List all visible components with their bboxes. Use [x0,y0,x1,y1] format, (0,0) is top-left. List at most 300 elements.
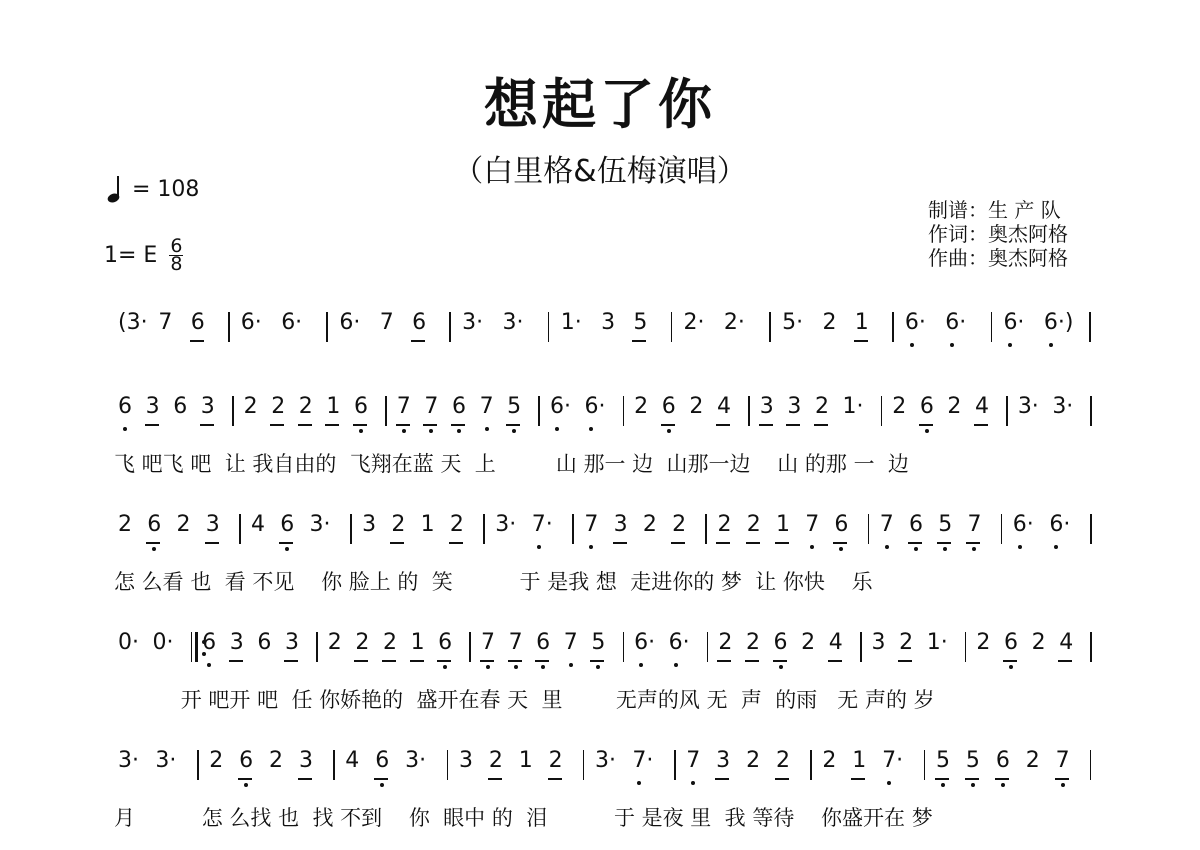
bar-line [1090,750,1092,780]
note: 2 [801,630,816,655]
note: 7 [479,394,494,419]
note: 2 [822,748,837,773]
note: 3 [871,630,886,655]
low-octave-dot [941,783,945,787]
note-underline [613,542,627,544]
bar-line [623,632,625,662]
note: 3· [462,310,484,335]
note: 1 [854,310,869,335]
note-underline [966,542,980,544]
bar-line [868,514,870,544]
note: 2 [746,512,761,537]
time-signature [169,235,183,275]
note: 2 [814,394,829,419]
note: 2· [683,310,705,335]
note: 6 [773,630,788,655]
note: 4 [716,394,731,419]
note: 0· [152,630,174,655]
note: 2 [298,394,313,419]
low-octave-dot [123,427,127,431]
note-underline [775,542,789,544]
time-signature-top: 6 [170,235,183,257]
note: 3 [613,512,628,537]
note-underline [382,660,396,662]
note-underline [354,660,368,662]
note: 7 [1055,748,1070,773]
note: 6· [281,310,303,335]
low-octave-dot [555,427,559,431]
note-underline [1003,660,1017,662]
note: 6· [668,630,690,655]
note: 2 [488,748,503,773]
note: 6· [549,394,571,419]
low-octave-dot [637,781,641,785]
note: 7 [508,630,523,655]
note: 6· [1049,512,1071,537]
note: 4 [1059,630,1074,655]
note: 7 [396,394,411,419]
low-octave-dot [1054,545,1058,549]
note: 6 [118,394,132,419]
bar-line [333,750,335,780]
note-underline [786,424,800,426]
note: 6· [584,394,606,419]
note: 3 [362,512,377,537]
key-signature [104,235,183,275]
note: 7 [379,310,394,335]
note-underline [746,542,760,544]
note: 1 [326,394,341,419]
note: 6 [909,512,923,537]
note: 7 [805,512,820,537]
note: 3 [205,512,220,537]
note-underline [908,542,922,544]
note-underline [390,542,404,544]
note: 6 [375,748,390,773]
note: 5 [938,512,953,537]
note: 2 [775,748,790,773]
note: 2 [382,630,397,655]
song-subtitle: （白里格&伍梅演唱） [453,154,747,189]
note: 5 [633,310,648,335]
note: 1· [560,310,582,335]
tempo-marking [106,174,199,204]
note: 6 [661,394,676,419]
note: 5· [782,310,804,335]
note-underline [814,424,828,426]
bar-line [892,312,894,342]
note: 2 [271,394,286,419]
note: 5 [965,748,980,773]
note: 6 [438,630,453,655]
note: 6· [634,630,656,655]
bar-line [572,514,574,544]
note: 2 [1031,630,1046,655]
note-underline [238,778,252,780]
note: 0· [118,630,139,655]
note: 3 [458,748,473,773]
note-underline [898,660,912,662]
note: 4 [345,748,360,773]
bar-line [469,632,471,662]
note-underline [229,660,243,662]
note-underline [590,660,604,662]
note-underline [773,660,787,662]
note-underline [353,424,367,426]
note: 3· [405,748,427,773]
note-underline [488,778,502,780]
note-underline [451,424,465,426]
note: 7· [632,748,654,773]
low-octave-dot [972,547,976,551]
note-underline [480,660,494,662]
note-underline [205,542,219,544]
note-underline [745,660,759,662]
bar-line [769,312,771,342]
note: 3· [118,748,139,773]
low-octave-dot [1049,343,1053,347]
note-underline [506,424,520,426]
low-octave-dot [839,547,843,551]
low-octave-dot [596,665,600,669]
note: 6· [240,310,262,335]
note: 2 [822,310,837,335]
note: 2 [672,512,687,537]
low-octave-dot [639,663,643,667]
note-underline [1055,778,1069,780]
low-octave-dot [152,547,156,551]
note: 6· [945,310,967,335]
note: 2 [269,748,284,773]
bar-line [671,312,673,342]
note-underline [1058,660,1072,662]
score-row [0,394,1200,490]
note: 6· [1012,512,1034,537]
low-octave-dot [1061,783,1065,787]
note-underline [851,778,865,780]
bar-line [674,750,676,780]
low-octave-dot [457,429,461,433]
note: 4 [828,630,843,655]
note-underline [854,340,868,342]
note-underline [828,660,842,662]
note: 3· [502,310,524,335]
note-underline [716,424,730,426]
bar-line [1090,632,1092,662]
low-octave-dot [569,663,573,667]
bar-line [483,514,485,544]
score-row [0,748,1200,844]
note: 6 [257,630,272,655]
bar-line [881,396,883,426]
note: (3· [118,310,148,335]
low-octave-dot [537,545,541,549]
note: 2 [689,394,704,419]
quarter-note-icon [106,174,122,204]
note: 2 [746,748,761,773]
note-underline [396,424,410,426]
note: 2· [723,310,745,335]
tempo-value: = 108 [132,176,200,202]
low-octave-dot [512,429,516,433]
note: 7 [480,630,495,655]
note-underline [715,778,729,780]
note: 5 [507,394,522,419]
low-octave-dot [1001,783,1005,787]
note: 6 [353,394,368,419]
note: 1· [926,630,948,655]
note-underline [632,340,646,342]
note: 2 [355,630,370,655]
low-octave-dot [887,781,891,785]
note: 2 [327,630,342,655]
note: 4 [251,512,266,537]
note: 2 [449,512,464,537]
note-underline [190,340,204,342]
note: 2 [243,394,258,419]
bar-line [623,396,625,426]
note: 2 [718,630,733,655]
note: 2 [642,512,657,537]
bar-line [447,750,449,780]
low-octave-dot [1009,665,1013,669]
low-octave-dot [485,427,489,431]
bar-line [548,312,550,342]
note: 2 [118,512,132,537]
bar-line [991,312,993,342]
note-underline [995,778,1009,780]
low-octave-dot [691,781,695,785]
note: 3· [309,512,331,537]
note-underline [325,424,339,426]
note: 2 [899,630,914,655]
low-octave-dot [943,547,947,551]
note: 2 [1025,748,1040,773]
note: 6 [202,630,217,655]
lyric-line: 开 吧开 吧 任 你娇艳的 盛开在春 天 里 无声的风 无 声 的雨 无 声的 岁 [114,688,935,712]
low-octave-dot [1008,343,1012,347]
bar-line [449,312,451,342]
note: 2 [176,512,191,537]
note: 6 [239,748,254,773]
bar-line [232,396,234,426]
note: 6· [339,310,361,335]
note: 6 [147,512,162,537]
bar-line [239,514,241,544]
note: 2 [634,394,649,419]
note: 1 [775,512,790,537]
note: 6 [173,394,188,419]
note: 3· [595,748,617,773]
lyric-line: 怎 么看 也 看 不见 你 脸上 的 笑 于 是我 想 走进你的 梦 让 你快 乐 [114,570,873,594]
low-octave-dot [429,429,433,433]
note: 3· [155,748,177,773]
low-octave-dot [514,665,518,669]
note-underline [411,340,425,342]
low-octave-dot [910,343,914,347]
bar-line [1090,514,1092,544]
note-underline [661,424,675,426]
note: 3· [1017,394,1039,419]
low-octave-dot [359,429,363,433]
note-underline [833,542,847,544]
note-underline [717,660,731,662]
note: 7 [879,512,894,537]
bar-line [748,396,750,426]
note: 4 [975,394,990,419]
note-underline [919,424,933,426]
bar-line [385,396,387,426]
note-underline [716,542,730,544]
note: 6 [451,394,466,419]
low-octave-dot [925,429,929,433]
note: 3· [1052,394,1074,419]
low-octave-dot [541,665,545,669]
low-octave-dot [285,547,289,551]
note: 7 [424,394,439,419]
score-row [0,310,1200,406]
lyric-line: 飞 吧飞 吧 让 我自由的 飞翔在蓝 天 上 山 那一 边 山那一边 山 的那 一 边 [114,452,909,476]
note: 3 [145,394,160,419]
note: 6· [1003,310,1025,335]
note: 3 [601,310,616,335]
low-octave-dot [914,547,918,551]
note: 2 [548,748,563,773]
score-row [0,630,1200,726]
lyric-line: 月 怎 么找 也 找 不到 你 眼中 的 泪 于 是夜 里 我 等待 你盛开在 梦 [114,806,933,830]
low-octave-dot [885,545,889,549]
low-octave-dot [779,665,783,669]
note-underline [410,660,424,662]
note: 5 [936,748,950,773]
bar-line [1089,312,1091,342]
note: 6· [904,310,926,335]
note-underline [548,778,562,780]
key-label: 1= E [104,243,158,268]
note: 6 [995,748,1010,773]
note-underline [775,778,789,780]
bar-line [705,514,707,544]
note: 7 [584,512,599,537]
repeat-bar [195,632,198,662]
low-octave-dot [950,343,954,347]
note: 3 [284,630,299,655]
note: 3 [229,630,244,655]
low-octave-dot [380,783,384,787]
note: 7 [563,630,578,655]
bar-line [707,632,709,662]
note: 1 [420,512,435,537]
low-octave-dot [589,427,593,431]
credit-composer: 作曲：奥杰阿格 [928,246,1068,270]
note: 3· [495,512,517,537]
note: 7 [158,310,173,335]
note: 3 [787,394,802,419]
note: 7 [967,512,982,537]
low-octave-dot [486,665,490,669]
low-octave-dot [667,429,671,433]
note-underline [508,660,522,662]
note-underline [145,424,159,426]
note-underline [937,542,951,544]
bar-line [228,312,230,342]
bar-line [1006,396,1008,426]
low-octave-dot [244,783,248,787]
low-octave-dot [810,545,814,549]
note: 3 [759,394,774,419]
credits [928,198,1068,270]
low-octave-dot [971,783,975,787]
bar-line [924,750,926,780]
bar-line [538,396,540,426]
note-underline [200,424,214,426]
note-underline [535,660,549,662]
low-octave-dot [589,545,593,549]
bar-line [965,632,967,662]
note: 3 [298,748,313,773]
bar-line [316,632,318,662]
note-underline [146,542,160,544]
note-underline [284,660,298,662]
credit-arranger: 制谱：生 产 队 [928,198,1061,222]
note: 6·) [1043,310,1074,335]
note-underline [279,542,293,544]
note-underline [965,778,979,780]
song-title: 想起了你 [484,73,716,136]
note-underline [298,778,312,780]
note-underline [759,424,773,426]
note: 2 [947,394,962,419]
note: 1 [410,630,425,655]
note: 1 [852,748,867,773]
note: 2 [209,748,224,773]
note: 6 [1004,630,1018,655]
note-underline [298,424,312,426]
note: 6 [190,310,205,335]
note-underline [423,424,437,426]
note: 6 [536,630,551,655]
note: 2 [391,512,406,537]
note: 6 [919,394,934,419]
note: 2 [717,512,732,537]
note: 1· [842,394,864,419]
low-octave-dot [207,663,211,667]
note: 7· [882,748,904,773]
low-octave-dot [1018,545,1022,549]
note-underline [449,542,463,544]
bar-line [326,312,328,342]
bar-line [810,750,812,780]
bar-line [1001,514,1003,544]
low-octave-dot [443,665,447,669]
note: 6 [834,512,849,537]
note: 6 [412,310,427,335]
note: 2 [976,630,991,655]
note: 2 [745,630,760,655]
note-underline [935,778,949,780]
note: 7· [531,512,553,537]
note-underline [437,660,451,662]
bar-line [197,750,199,780]
credit-lyricist: 作词：奥杰阿格 [928,222,1068,246]
note-underline [270,424,284,426]
note: 3 [200,394,215,419]
low-octave-dot [402,429,406,433]
score-row [0,512,1200,608]
bar-line [583,750,585,780]
low-octave-dot [674,663,678,667]
bar-line [350,514,352,544]
